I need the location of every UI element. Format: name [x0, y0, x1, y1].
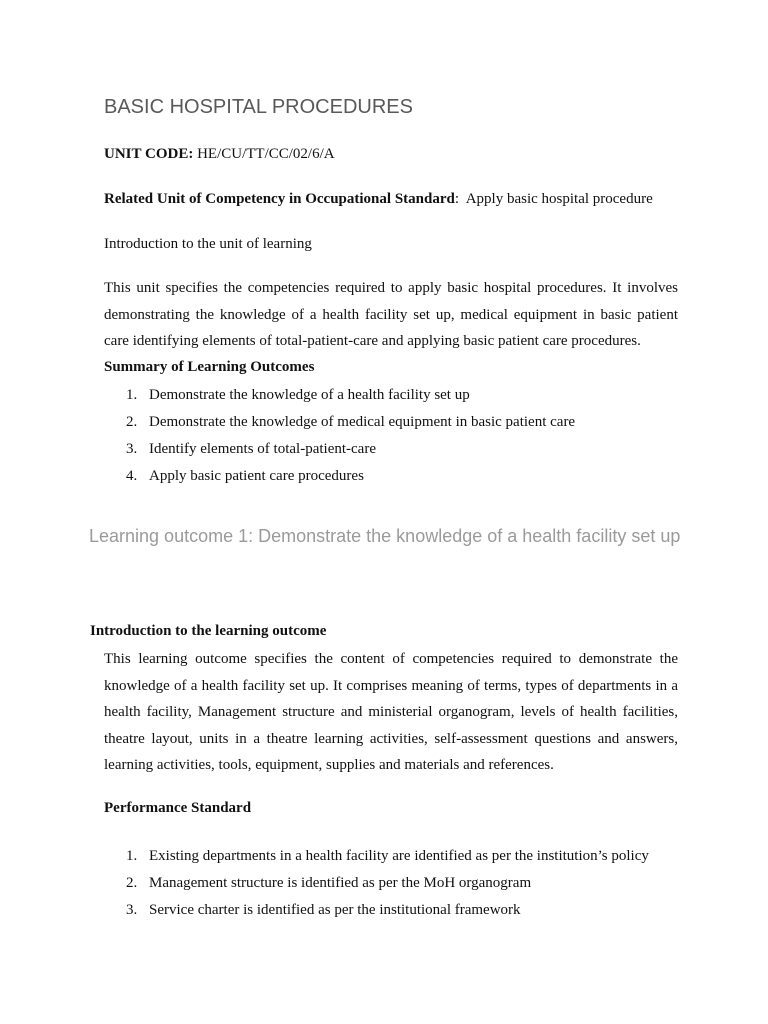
related-unit-separator: :: [454, 191, 460, 207]
unit-code-line: [104, 146, 335, 163]
list-item: 3. Service charter is identified as per the institutional framework: [126, 902, 521, 918]
list-item: 1. Existing departments in a health facility are identified as per the institution’s policy: [126, 848, 649, 864]
list-item: 3. Identify elements of total-patient-care: [126, 441, 376, 457]
unit-code-value: HE/CU/TT/CC/02/6/A: [197, 146, 335, 162]
related-unit-line: [104, 191, 653, 208]
lo1-intro-heading: Introduction to the learning outcome: [90, 623, 327, 639]
performance-standard-heading: Performance Standard: [104, 800, 252, 816]
summary-list: [126, 382, 576, 490]
document-title: BASIC HOSPITAL PROCEDURES: [104, 96, 413, 118]
list-item: 2. Demonstrate the knowledge of medical equipment in basic patient care: [126, 414, 576, 430]
summary-heading: Summary of Learning Outcomes: [104, 359, 315, 375]
list-item: 2. Management structure is identified as per the MoH organogram: [126, 875, 532, 891]
lo1-intro-paragraph: This learning outcome specifies the content of competencies required to demonstrate the knowledge of a health facility set up. It comprises meaning of terms, types of departments in a health facility, Management structure and ministerial organogram, levels of health facilities, theatre layout, units in a theatre learning activities, self-assessment questions and answers, learning activities, tools, equipment, supplies and materials and references.: [104, 651, 678, 773]
list-item: 1. Demonstrate the knowledge of a health facility set up: [126, 387, 470, 403]
list-item: 4. Apply basic patient care procedures: [126, 468, 364, 484]
related-unit-value: Apply basic hospital procedure: [465, 191, 653, 207]
learning-outcome-1-heading: Learning outcome 1: Demonstrate the knowledge of a health facility set up: [89, 526, 681, 546]
performance-list: [126, 843, 649, 924]
related-unit-label: Related Unit of Competency in Occupational Standard: [104, 191, 455, 207]
unit-code-label: UNIT CODE:: [104, 146, 194, 162]
unit-intro-paragraph: This unit specifies the competencies required to apply basic hospital procedures. It involves demonstrating the knowledge of a health facility set up, medical equipment in basic patient care identifying elements of total-patient-care and applying basic patient care procedures.: [104, 280, 678, 349]
unit-intro-heading: Introduction to the unit of learning: [104, 236, 312, 252]
